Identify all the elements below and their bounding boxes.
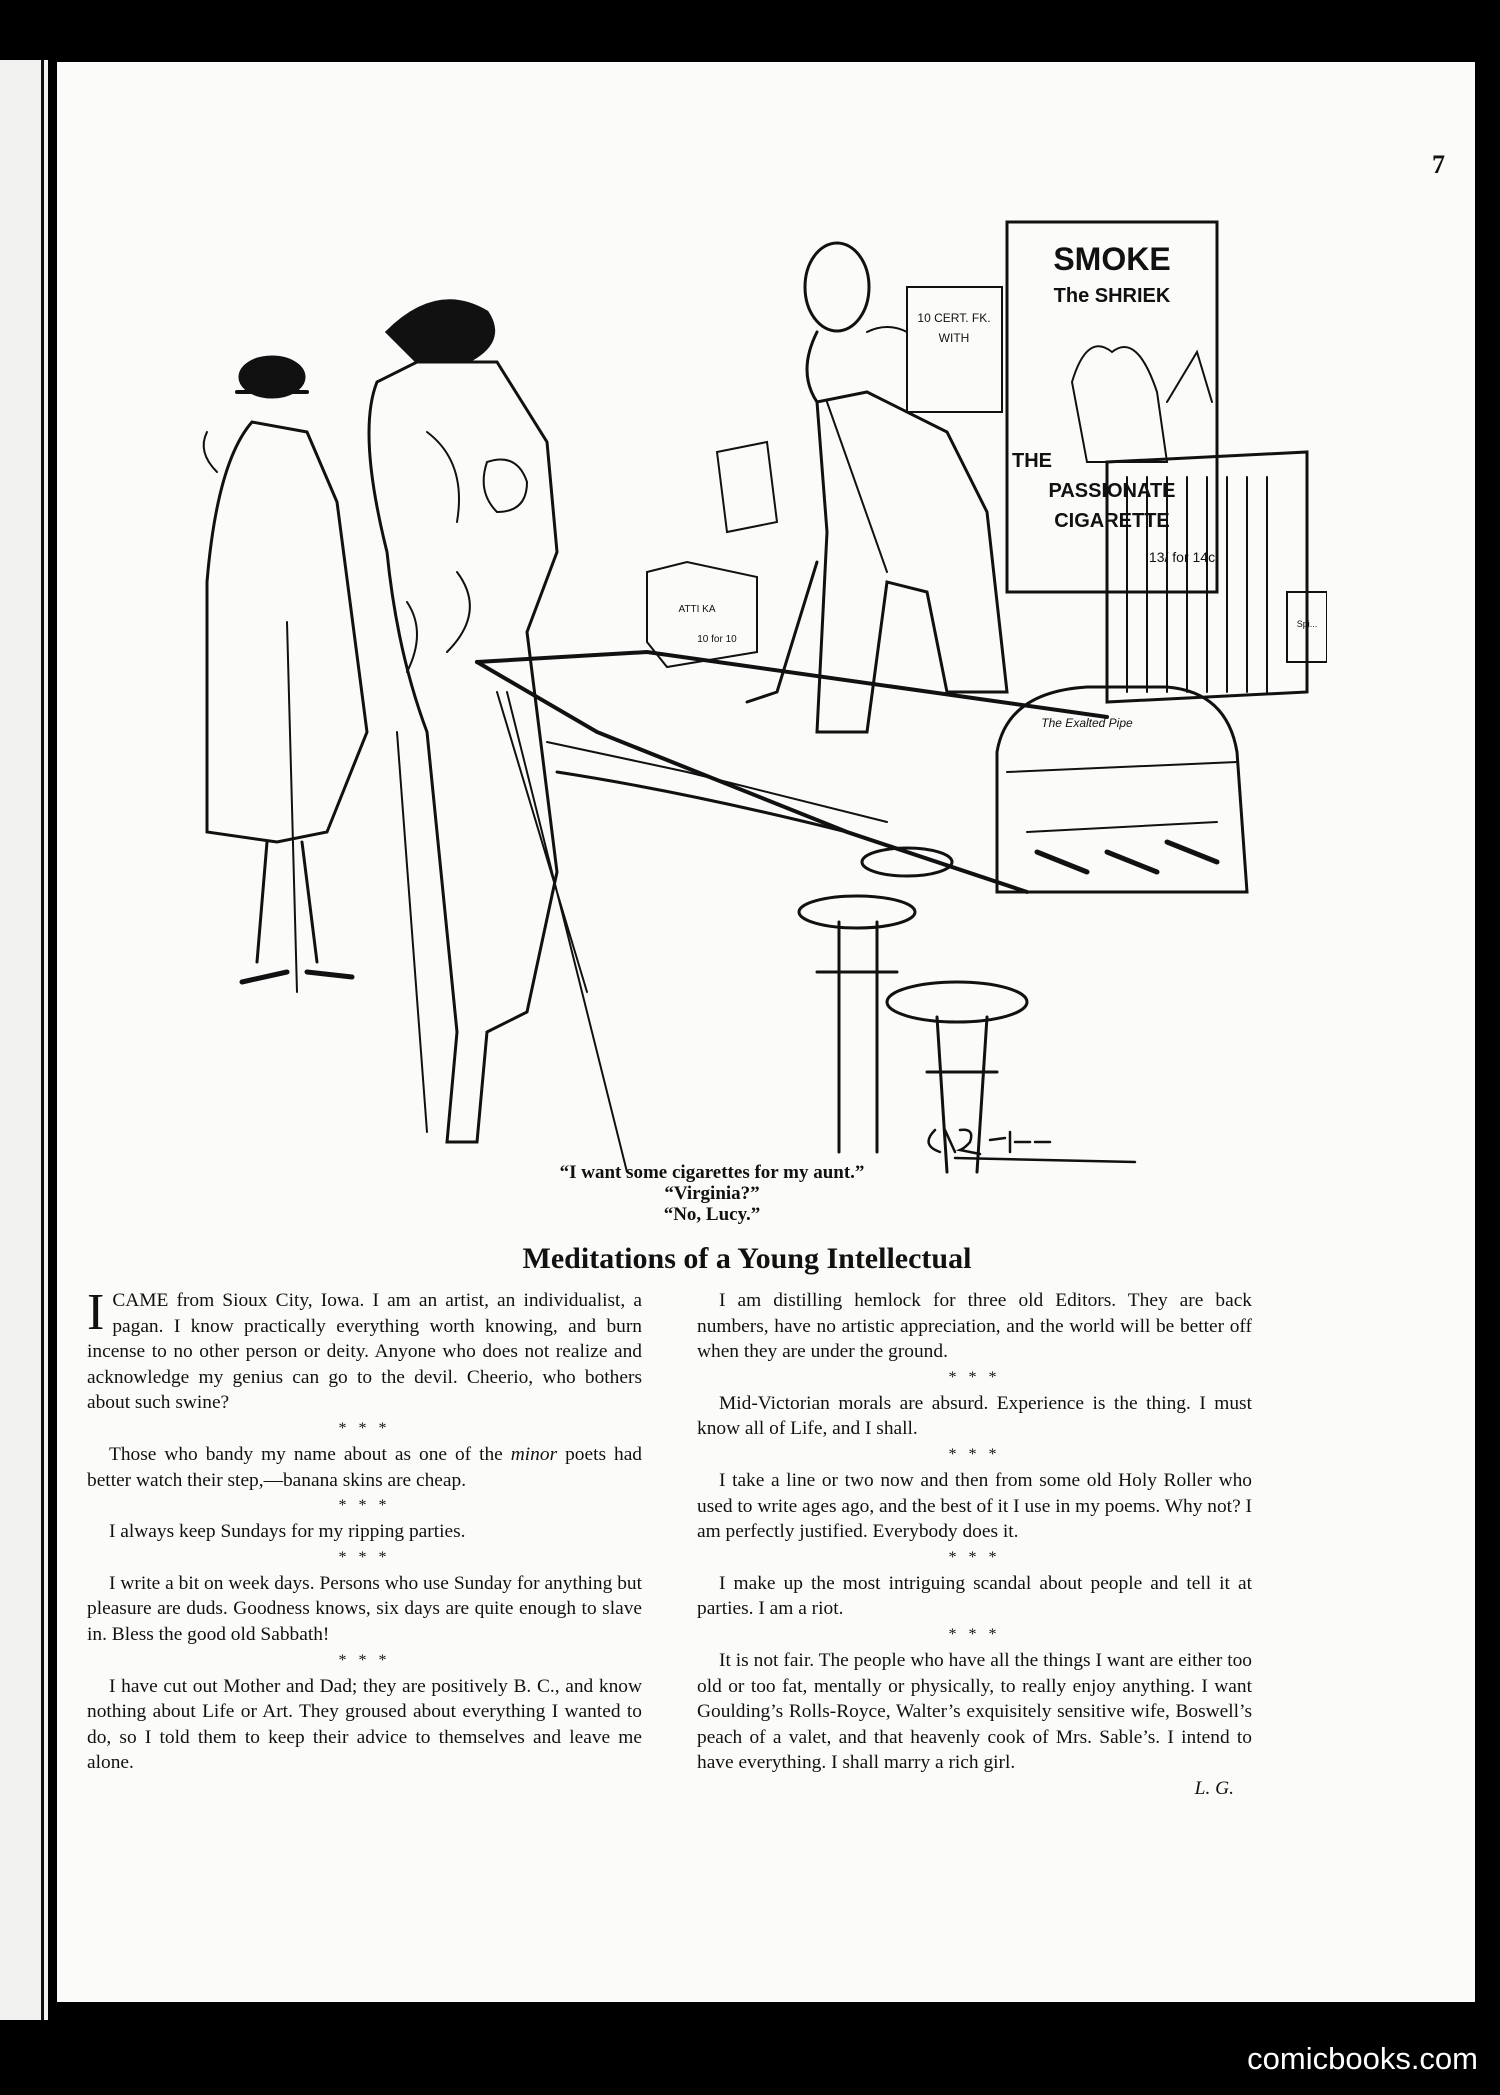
section-separator: * * * [948, 1548, 1001, 1566]
paragraph-6: I am distilling hemlock for three old Editors. They are back numbers, have no artistic appreciation, and the world will be better off when they are under the ground. [697, 1290, 1252, 1363]
artist-signature [915, 1120, 1145, 1166]
case-label: The Exalted Pipe [1041, 716, 1133, 730]
paragraph-4: I write a bit on week days. Persons who use Sunday for anything but pleasure are duds. Goodness knows, six days are quite enough to slave in. Bless the good old Sabbath! [87, 1572, 642, 1645]
paragraph-8: I take a line or two now and then from some old Holy Roller who used to write ages ago, and the best of it I use in my poems. Why not? I am perfectly justified. Everybody does it. [697, 1469, 1252, 1543]
caption-line-2: “Virginia?” [664, 1183, 760, 1204]
paragraph-1: ICAME from Sioux City, Iowa. I am an artist, an individualist, a pagan. I know practically everything worth knowing, and burn incense to no other person or deity. Anyone who does not realize and acknowledge my genius can go to the devil. Cheerio, who bothers about such swine? [87, 1284, 642, 1414]
small-poster-line-1: 10 CERT. FK. [917, 311, 991, 325]
paragraph-7: Mid-Victorian morals are absurd. Experience is the thing. I must know all of Life, and I shall. [697, 1392, 1252, 1440]
paragraph-9: I make up the most intriguing scandal about people and tell it at parties. I am a riot. [697, 1572, 1252, 1620]
section-separator: * * * [948, 1445, 1001, 1463]
magazine-page [57, 62, 1475, 2002]
poster-the: THE [1012, 450, 1052, 472]
article-column-right [697, 1288, 1252, 1802]
section-separator: * * * [338, 1497, 391, 1515]
poster-passionate: PASSIONATE [1048, 480, 1176, 502]
caption-line-3: “No, Lucy.” [663, 1204, 761, 1225]
article-title: Meditations of a Young Intellectual [522, 1242, 972, 1275]
section-separator: * * * [948, 1368, 1001, 1386]
section-separator: * * * [338, 1419, 391, 1437]
site-watermark: comicbooks.com [1247, 2041, 1478, 2076]
caption-line-1: “I want some cigarettes for my aunt.” [559, 1162, 865, 1183]
poster-smoke: SMOKE [1053, 241, 1171, 277]
author-initials: L. G. [1194, 1777, 1234, 1799]
box-label-bottom: 10 for 10 [697, 634, 737, 645]
box-label-top: ATTI KA [678, 604, 716, 615]
page-number: 7 [1432, 150, 1445, 179]
poster-price: 13/ for 14c [1148, 549, 1216, 565]
section-separator: * * * [948, 1625, 1001, 1643]
tin-label: Spi... [1296, 619, 1318, 629]
paragraph-10: It is not fair. The people who have all the things I want are either too old or too fat, mentally or physically, to really enjoy anything. I want Goulding’s Rolls-Royce, Walter’s exquisitely sensitive wife, Boswell’s peach of a valet, and that heavenly cook of Mrs. Sable’s. I intend to have everything. I shall marry a rich girl. [697, 1649, 1252, 1774]
small-poster-line-2: WITH [938, 331, 970, 345]
paragraph-5: I have cut out Mother and Dad; they are positively B. C., and know nothing about Life or Art. They groused about everything I wanted to do, so I told them to keep their advice to themselves and leave me alone. [87, 1675, 642, 1774]
cartoon-caption [57, 1162, 1367, 1225]
emphasis-minor: minor [510, 1443, 558, 1465]
section-separator: * * * [338, 1548, 391, 1566]
poster-shriek: The SHRIEK [1053, 285, 1171, 307]
article-column-left [87, 1284, 642, 1776]
section-separator: * * * [338, 1651, 391, 1669]
adjacent-page-edge [0, 60, 48, 2020]
paragraph-3: I always keep Sundays for my ripping parties. [109, 1521, 466, 1543]
paragraph-2: Those who bandy my name about as one of the minor poets had better watch their step,—banana skins are cheap. [87, 1443, 642, 1491]
cartoon-illustration [127, 132, 1327, 1192]
poster-cigarette: CIGARETTE [1054, 510, 1170, 532]
drop-cap: I [87, 1284, 105, 1341]
